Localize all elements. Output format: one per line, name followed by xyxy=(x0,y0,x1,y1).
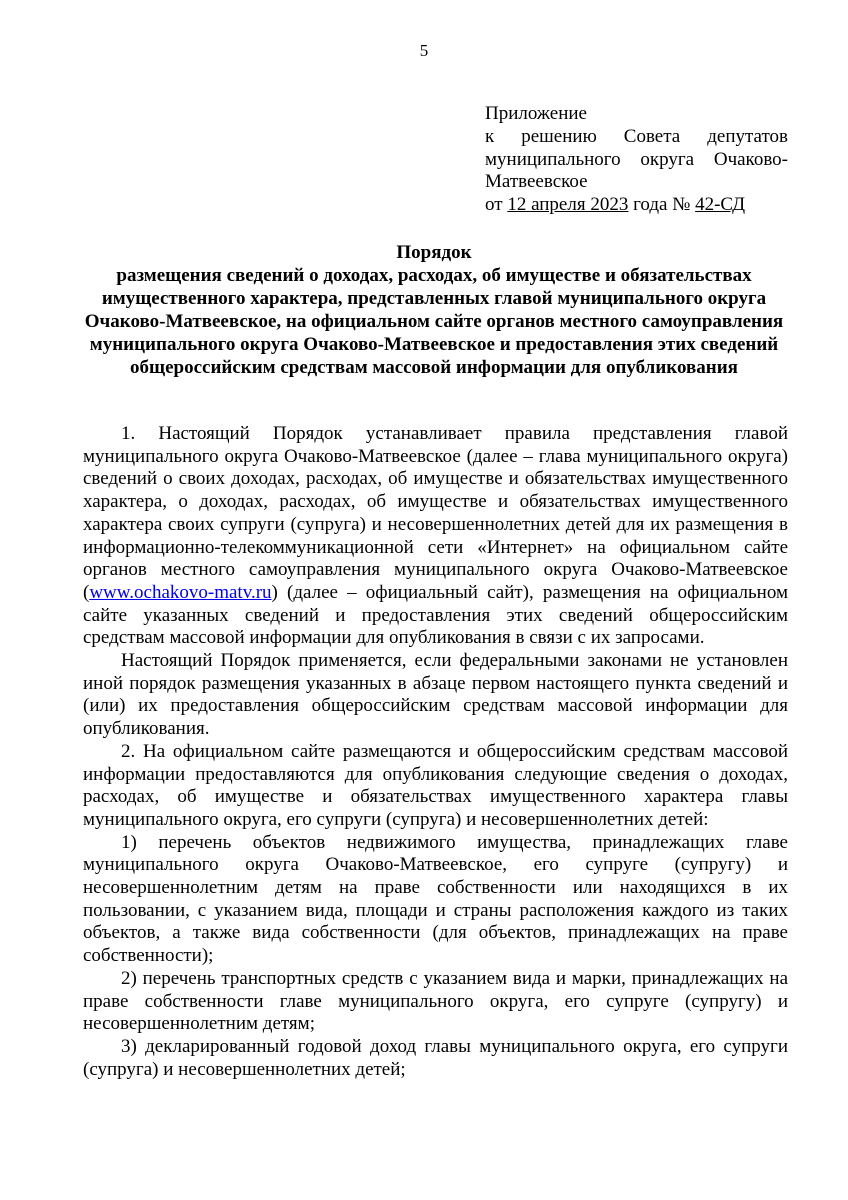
paragraph-3: 2. На официальном сайте размещаются и общероссийским средствам массовой информации предоставляются для опубликования следующие сведения о доходах, расходах, об имуществе и обязательствах имущественного характера главы муниципального округа, его супруги (супруга) и несовершеннолетних детей: xyxy=(83,740,788,830)
list-item-3: 3) декларированный годовой доход главы муниципального округа, его супруги (супруга) и несовершеннолетних детей; xyxy=(83,1035,788,1080)
list-item-2: 2) перечень транспортных средств с указанием вида и марки, принадлежащих на праве собственности главе муниципального округа, его супруге (супругу) и несовершеннолетним детям; xyxy=(83,967,788,1035)
appendix-block xyxy=(485,103,788,217)
document-title xyxy=(80,241,788,379)
page-number: 5 xyxy=(419,41,429,60)
paragraph-1-text-end: ) (далее – официальный сайт), размещения на официальном сайте указанных сведений и предоставления этих сведений общероссийским средствам массовой информации для опубликования в связи с их запросами. xyxy=(83,581,788,649)
title-heading: Порядок xyxy=(396,242,472,263)
appendix-number-prefix: года № xyxy=(628,194,696,216)
website-link[interactable]: www.ochakovo-matv.ru xyxy=(89,581,272,603)
document-body xyxy=(83,423,788,1081)
paragraph-1 xyxy=(83,423,788,650)
paragraph-1-text: 1. Настоящий Порядок устанавливает правила представления главой муниципального округа Очаково-Матвеевское (далее – глава муниципального округа) сведений о своих доходах, расходах, об имуществе и обязательствах имущественного характера, о доходах, расходах, об имуществе и обязательствах имущественного характера своих супруги (супруга) и несовершеннолетних детей для их размещения в информационно-телекоммуникационной сети «Интернет» на официальном сайте органов местного самоуправления муниципального округа Очаково-Матвеевское ( xyxy=(83,423,788,603)
title-subtitle: размещения сведений о доходах, расходах, об имуществе и обязательствах имущественного характера, представленных главой муниципального округа Очаково-Матвеевское, на официальном сайте органов местного самоуправления муниципального округа Очаково-Матвеевское и предоставления этих сведений общероссийским средствам массовой информации для опубликования xyxy=(84,265,784,378)
paragraph-2: Настоящий Порядок применяется, если федеральными законами не установлен иной порядок размещения указанных в абзаце первом настоящего пункта сведений и (или) их предоставления общероссийским средствам массовой информации для опубликования. xyxy=(83,650,788,740)
appendix-date-line xyxy=(485,194,788,217)
appendix-date-prefix: от xyxy=(485,194,508,216)
list-item-1: 1) перечень объектов недвижимого имущества, принадлежащих главе муниципального округа Очаково-Матвеевское, его супруге (супругу) и несовершеннолетним детям на праве собственности или находящихся в их пользовании, с указанием вида, площади и страны расположения каждого из таких объектов, а также вида собственности (для объектов, принадлежащих на праве собственности); xyxy=(83,831,788,967)
appendix-date: 12 апреля 2023 xyxy=(507,194,629,216)
appendix-title: Приложение xyxy=(485,103,587,124)
appendix-number: 42-СД xyxy=(695,194,746,216)
appendix-decision-text: к решению Совета депутатов муниципального округа Очаково-Матвеевское xyxy=(485,125,788,193)
